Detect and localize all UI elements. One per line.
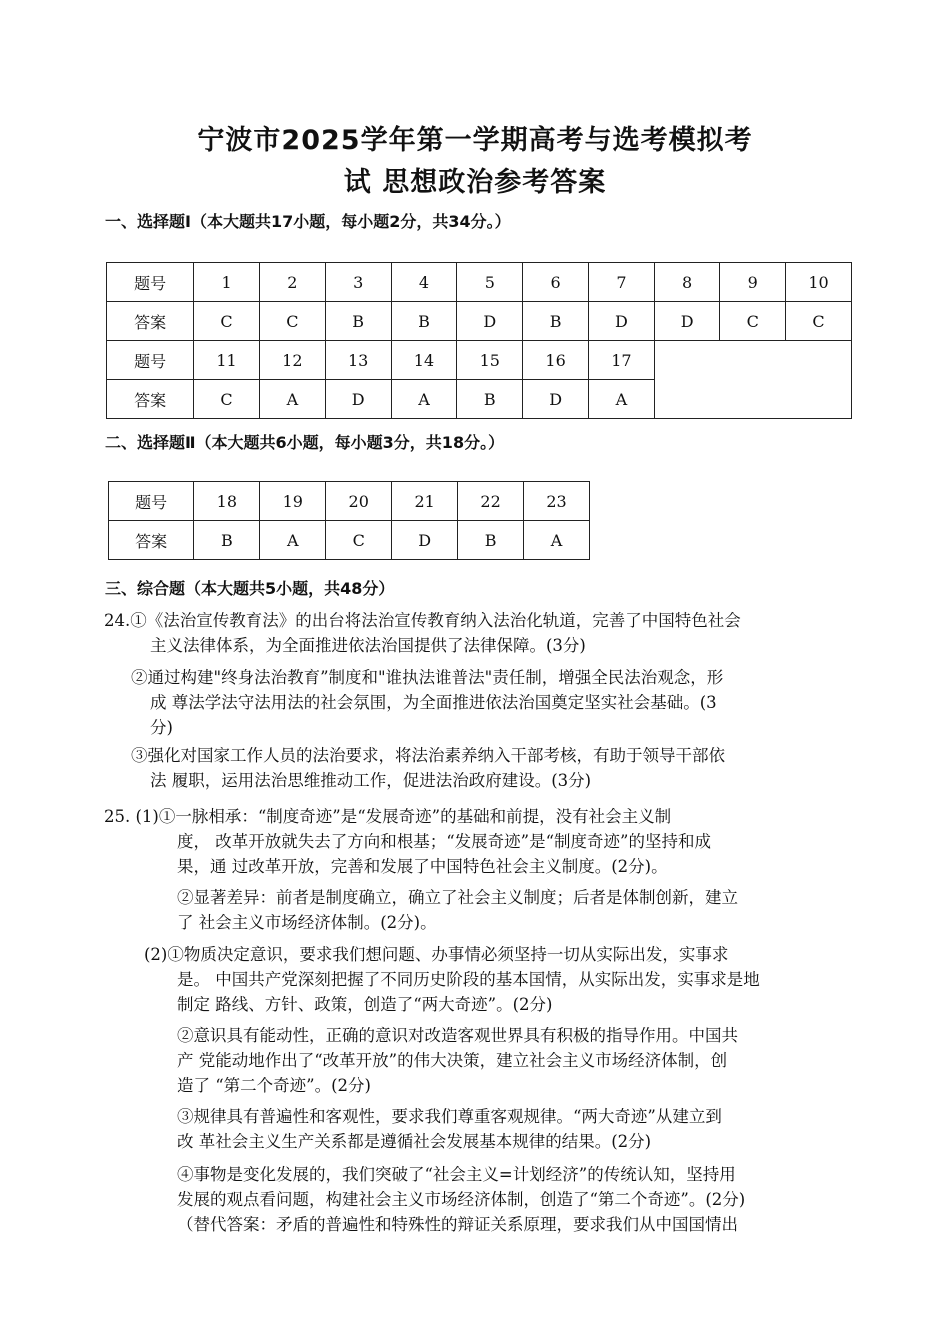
q24-point3 <box>131 743 725 793</box>
answer-cell: A <box>589 380 655 419</box>
answer-cell: B <box>457 380 523 419</box>
text-line: 法 履职，运用法治思维推动工作，促进法治政府建设。(3分) <box>150 771 592 790</box>
text-line: 了 社会主义市场经济体制。(2分)。 <box>177 913 437 932</box>
answer-cell: A <box>260 521 326 560</box>
text-line: 25. (1)①一脉相承：“制度奇迹”是“发展奇迹”的基础和前提，没有社会主义制 <box>104 807 672 826</box>
table-row <box>109 482 590 521</box>
q24-point1 <box>104 608 741 658</box>
question-no: 7 <box>589 263 655 302</box>
section2-answer-table <box>108 481 590 560</box>
q24-point2 <box>131 665 723 740</box>
answer-cell: B <box>325 302 391 341</box>
q25-part2-point2 <box>177 1023 738 1098</box>
label-question-no: 题号 <box>107 263 194 302</box>
question-no: 16 <box>523 341 589 380</box>
q25-part2-point3 <box>177 1104 722 1154</box>
label-answer: 答案 <box>107 380 194 419</box>
answer-cell: B <box>391 302 457 341</box>
answer-cell: C <box>326 521 392 560</box>
question-no: 23 <box>524 482 590 521</box>
text-line: 度， 改革开放就失去了方向和根基；“发展奇迹”是“制度奇迹”的坚持和成 <box>177 832 711 851</box>
question-no: 4 <box>391 263 457 302</box>
question-no: 5 <box>457 263 523 302</box>
text-line: ②意识具有能动性，正确的意识对改造客观世界具有积极的指导作用。中国共 <box>177 1026 738 1045</box>
answer-cell: A <box>524 521 590 560</box>
table-row <box>107 263 852 302</box>
question-no: 18 <box>194 482 260 521</box>
text-line: 主义法律体系，为全面推进依法治国提供了法律保障。(3分) <box>150 636 586 655</box>
answer-cell: C <box>194 302 260 341</box>
answer-cell: A <box>259 380 325 419</box>
text-line: 造了 “第二个奇迹”。(2分) <box>177 1076 371 1095</box>
question-no: 10 <box>786 263 852 302</box>
answer-cell: C <box>194 380 260 419</box>
answer-cell: D <box>392 521 458 560</box>
table-row <box>109 521 590 560</box>
question-no: 2 <box>259 263 325 302</box>
question-no: 19 <box>260 482 326 521</box>
question-no: 22 <box>458 482 524 521</box>
answer-cell: C <box>786 302 852 341</box>
question-no: 11 <box>194 341 260 380</box>
answer-cell: B <box>458 521 524 560</box>
section3-heading: 三、综合题（本大题共5小题，共48分） <box>105 579 395 598</box>
q25-part1-point2 <box>177 885 738 935</box>
answer-cell: C <box>259 302 325 341</box>
section2-heading: 二、选择题Ⅱ（本大题共6小题，每小题3分，共18分。） <box>105 433 505 452</box>
section1-answer-table <box>106 262 852 419</box>
label-answer: 答案 <box>109 521 194 560</box>
text-line: ②显著差异：前者是制度确立，确立了社会主义制度；后者是体制创新，建立 <box>177 888 738 907</box>
text-line: （替代答案：矛盾的普遍性和特殊性的辩证关系原理，要求我们从中国国情出 <box>177 1215 738 1234</box>
text-line: 果，通 过改革开放，完善和发展了中国特色社会主义制度。(2分)。 <box>177 857 668 876</box>
text-line: 分) <box>150 718 173 737</box>
text-line: 制定 路线、方针、政策，创造了“两大奇迹”。(2分) <box>177 995 553 1014</box>
question-no: 6 <box>523 263 589 302</box>
text-line: ④事物是变化发展的，我们突破了“社会主义=计划经济”的传统认知，坚持用 <box>177 1165 736 1184</box>
question-no: 20 <box>326 482 392 521</box>
section1-heading: 一、选择题Ⅰ（本大题共17小题，每小题2分，共34分。） <box>105 212 511 231</box>
text-line: 发展的观点看问题，构建社会主义市场经济体制，创造了“第二个奇迹”。(2分) <box>177 1190 746 1209</box>
question-no: 8 <box>654 263 720 302</box>
text-line: ③强化对国家工作人员的法治要求，将法治素养纳入干部考核，有助于领导干部依 <box>131 746 725 765</box>
text-line: (2)①物质决定意识，要求我们想问题、办事情必须坚持一切从实际出发，实事求 <box>144 945 729 964</box>
question-no: 3 <box>325 263 391 302</box>
text-line: ②通过构建"终身法治教育”制度和"谁执法谁普法"责任制，增强全民法治观念，形 <box>131 668 724 687</box>
answer-cell: A <box>391 380 457 419</box>
answer-cell: B <box>523 302 589 341</box>
answer-cell: D <box>523 380 589 419</box>
label-answer: 答案 <box>107 302 194 341</box>
answer-cell: D <box>457 302 523 341</box>
answer-cell: D <box>654 302 720 341</box>
text-line: ③规律具有普遍性和客观性，要求我们尊重客观规律。“两大奇迹”从建立到 <box>177 1107 722 1126</box>
answer-cell: D <box>325 380 391 419</box>
question-no: 15 <box>457 341 523 380</box>
empty-cell <box>654 341 851 419</box>
q25-part1-point1 <box>104 804 711 879</box>
label-question-no: 题号 <box>107 341 194 380</box>
question-no: 1 <box>194 263 260 302</box>
answer-cell: C <box>720 302 786 341</box>
q25-part2-point4 <box>177 1162 745 1237</box>
text-line: 改 革社会主义生产关系都是遵循社会发展基本规律的结果。(2分) <box>177 1132 652 1151</box>
table-row <box>107 302 852 341</box>
question-no: 13 <box>325 341 391 380</box>
answer-cell: D <box>589 302 655 341</box>
table-row <box>107 341 852 380</box>
text-line: 成 尊法学法守法用法的社会氛围，为全面推进依法治国奠定坚实社会基础。(3 <box>150 693 717 712</box>
question-no: 9 <box>720 263 786 302</box>
text-line: 是。 中国共产党深刻把握了不同历史阶段的基本国情，从实际出发，实事求是地 <box>177 970 760 989</box>
text-line: 产 党能动地作出了“改革开放”的伟大决策，建立社会主义市场经济体制，创 <box>177 1051 728 1070</box>
question-no: 17 <box>589 341 655 380</box>
text-line: 24.①《法治宣传教育法》的出台将法治宣传教育纳入法治化轨道，完善了中国特色社会 <box>104 611 741 630</box>
page-title: 宁波市2025学年第一学期高考与选考模拟考 <box>197 125 753 156</box>
answer-cell: B <box>194 521 260 560</box>
label-question-no: 题号 <box>109 482 194 521</box>
page-subtitle: 试 思想政治参考答案 <box>343 167 607 198</box>
question-no: 14 <box>391 341 457 380</box>
question-no: 21 <box>392 482 458 521</box>
q25-part2-point1 <box>144 942 760 1017</box>
question-no: 12 <box>259 341 325 380</box>
